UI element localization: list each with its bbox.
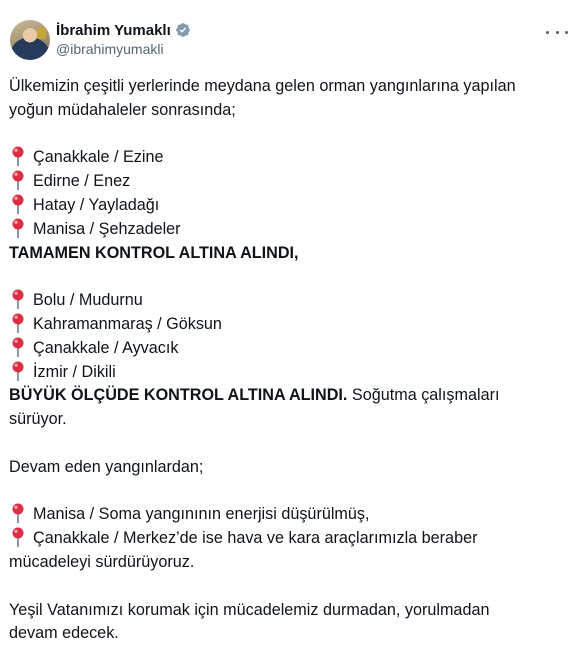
- text-line: Ülkemizin çeşitli yerlerinde meydana gelen orman yangınlarına yapılan: [9, 77, 516, 95]
- location-label: Manisa / Şehzadeler: [33, 219, 181, 238]
- uniform-emblem: [37, 28, 46, 39]
- status-text: [9, 384, 569, 408]
- status-text: TAMAMEN KONTROL ALTINA ALINDI,: [9, 243, 299, 262]
- location-label: Bolu / Mudurnu: [33, 291, 143, 310]
- text-line: Devam eden yangınlardan;: [9, 457, 204, 476]
- round-pushpin-icon: [9, 361, 27, 381]
- author-info: [56, 20, 191, 57]
- text-line: devam edecek.: [9, 624, 119, 643]
- text-line: Yeşil Vatanımızı korumak için mücadelemiz durmadan, yorulmadan: [9, 600, 490, 619]
- verified-badge-icon: [175, 22, 191, 38]
- location-item: [9, 527, 569, 551]
- location-label: Kahramanmaraş / Göksun: [33, 314, 222, 333]
- round-pushpin-icon: [9, 289, 27, 309]
- location-item: [9, 503, 569, 527]
- location-item: [9, 194, 569, 218]
- location-label: Çanakkale / Merkez’de ise hava ve kara araçlarımızla beraber: [33, 529, 478, 548]
- status-rest: Soğutma çalışmaları: [347, 386, 500, 405]
- location-item: [9, 361, 569, 385]
- round-pushpin-icon: [9, 146, 27, 166]
- location-label: Çanakkale / Ezine: [33, 148, 164, 167]
- more-horizontal-icon[interactable]: [546, 24, 568, 40]
- author-handle[interactable]: @ibrahimyumakli: [56, 41, 164, 57]
- location-label: Edirne / Enez: [33, 172, 131, 191]
- location-label: Manisa / Soma yangınının enerjisi düşürülmüş,: [33, 505, 370, 524]
- status-bold: BÜYÜK ÖLÇÜDE KONTROL ALTINA ALINDI.: [9, 386, 348, 405]
- name-row: [56, 20, 191, 40]
- text-line: yoğun müdahaleler sonrasında;: [9, 100, 236, 119]
- location-label: Çanakkale / Ayvacık: [33, 338, 179, 357]
- text-line: mücadeleyi sürdürüyoruz.: [9, 552, 195, 571]
- round-pushpin-icon: [9, 503, 27, 523]
- round-pushpin-icon: [9, 313, 27, 333]
- display-name[interactable]: İbrahim Yumaklı: [56, 21, 171, 39]
- location-item: [9, 313, 569, 337]
- round-pushpin-icon: [9, 194, 27, 214]
- location-item: [9, 337, 569, 361]
- location-item: [9, 289, 569, 313]
- round-pushpin-icon: [9, 527, 27, 547]
- avatar[interactable]: [10, 20, 50, 60]
- location-label: Hatay / Yayladağı: [33, 195, 160, 214]
- tweet-text: [9, 75, 569, 646]
- tweet-header: [10, 16, 570, 64]
- location-item: [9, 218, 569, 242]
- round-pushpin-icon: [9, 337, 27, 357]
- round-pushpin-icon: [9, 170, 27, 190]
- text-line: sürüyor.: [9, 410, 67, 429]
- location-item: [9, 170, 569, 194]
- location-label: İzmir / Dikili: [33, 362, 116, 381]
- location-item: [9, 146, 569, 170]
- round-pushpin-icon: [9, 218, 27, 238]
